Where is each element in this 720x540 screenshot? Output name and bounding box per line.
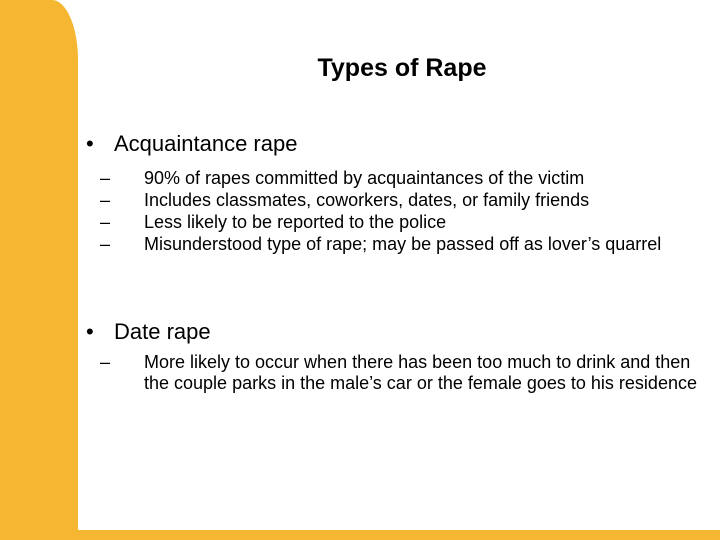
sub-item — [86, 212, 706, 233]
sub-dash: – — [100, 352, 111, 372]
bullet-heading-text: Date rape — [114, 319, 211, 344]
sub-dash: – — [100, 168, 111, 188]
bullet-heading — [86, 318, 716, 346]
sub-item — [86, 234, 706, 255]
sub-dash: – — [100, 190, 111, 210]
sub-item — [86, 190, 706, 211]
sub-item-text: 90% of rapes committed by acquaintances of the victim — [144, 168, 585, 188]
section-acquaintance-rape — [86, 130, 706, 256]
bullet-heading — [86, 130, 706, 158]
bullet-heading-text: Acquaintance rape — [114, 131, 298, 156]
sub-item — [86, 352, 716, 394]
sub-item-text: Less likely to be reported to the police — [144, 212, 447, 232]
sub-dash: – — [100, 212, 111, 232]
slide-title: Types of Rape — [317, 54, 487, 82]
bullet-dot: • — [86, 319, 94, 344]
section-date-rape — [86, 318, 716, 395]
sub-dash: – — [100, 234, 111, 254]
accent-bar — [0, 0, 78, 540]
sub-list — [86, 352, 716, 394]
accent-bar-bottom — [0, 530, 720, 540]
sub-item-text: Includes classmates, coworkers, dates, or family friends — [144, 190, 590, 210]
sub-item-text: Misunderstood type of rape; may be passed off as lover’s quarrel — [144, 234, 662, 254]
sub-item — [86, 168, 706, 189]
sub-item-text: More likely to occur when there has been too much to drink and then the couple parks in the male’s car or the female goes to his residence — [144, 352, 697, 393]
sub-list — [86, 168, 706, 255]
bullet-dot: • — [86, 131, 94, 156]
